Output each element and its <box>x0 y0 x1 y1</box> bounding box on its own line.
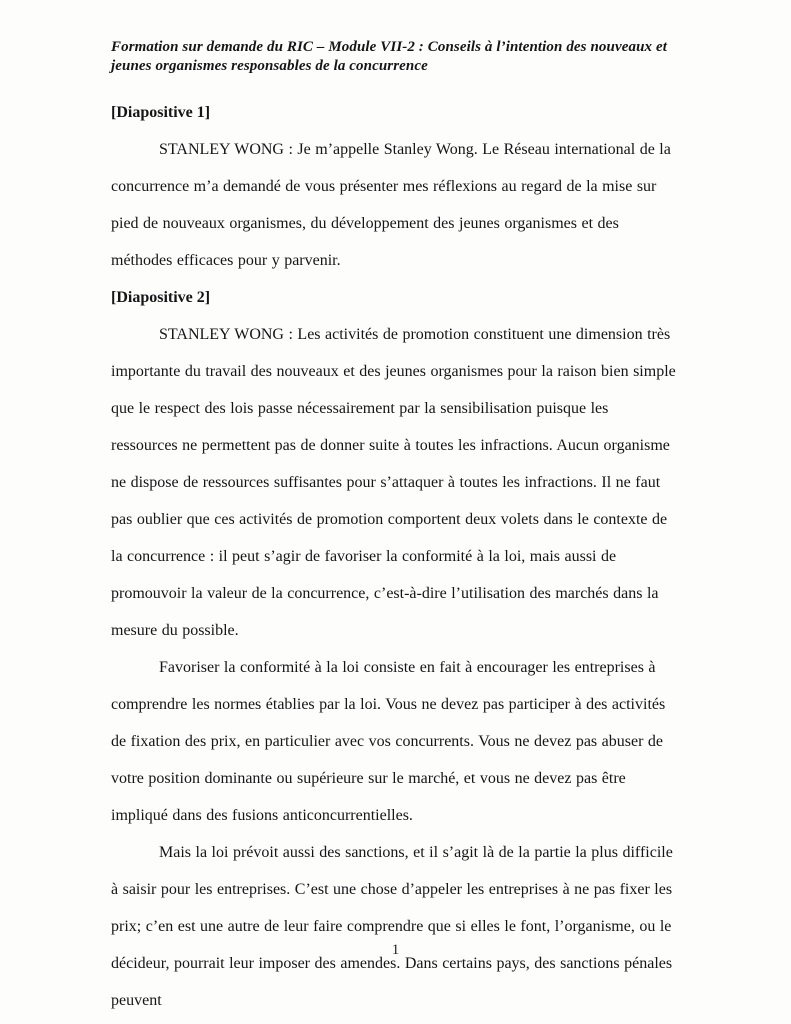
running-header: Formation sur demande du RIC – Module VII-2 : Conseils à l’intention des nouveaux et jeunes organismes responsables de la concurrence <box>111 39 667 74</box>
slide-1-heading: [Diapositive 1] <box>111 104 211 121</box>
page-number: 1 <box>391 942 400 958</box>
slide-2-paragraph-2: Favoriser la conformité à la loi consiste en fait à encourager les entreprises à comprendre les normes établies par la loi. Vous ne devez pas participer à des activités de fixation des prix, en particulier avec vos concurrents. Vous ne devez pas abuser de votre position dominante ou supérieure sur le marché, et vous ne devez pas être impliqué dans des fusions anticoncurrentielles. <box>111 659 666 824</box>
slide-2-paragraph-3: Mais la loi prévoit aussi des sanctions, et il s’agit là de la partie la plus difficile à saisir pour les entreprises. C’est une chose d’appeler les entreprises à ne pas fixer les prix; c’en est une autre de leur faire comprendre que si elles le font, l’organisme, ou le décideur, pourrait leur imposer des amendes. Dans certains pays, des sanctions pénales peuvent <box>111 844 673 1009</box>
slide-1-paragraph: STANLEY WONG : Je m’appelle Stanley Wong. Le Réseau international de la concurrence m’a demandé de vous présenter mes réflexions au regard de la mise sur pied de nouveaux organismes, du développement des jeunes organismes et des méthodes efficaces pour y parvenir. <box>111 141 671 269</box>
slide-2-paragraph-1: STANLEY WONG : Les activités de promotion constituent une dimension très importante du travail des nouveaux et des jeunes organismes pour la raison bien simple que le respect des lois passe nécessairement par la sensibilisation puisque les ressources ne permettent pas de donner suite à toutes les infractions. Aucun organisme ne dispose de ressources suffisantes pour s’attaquer à toutes les infractions. Il ne faut pas oublier que ces activités de promotion comportent deux volets dans le contexte de la concurrence : il peut s’agir de favoriser la conformité à la loi, mais aussi de promouvoir la valeur de la concurrence, c’est-à-dire l’utilisation des marchés dans la mesure du possible. <box>111 326 676 639</box>
slide-2-heading: [Diapositive 2] <box>111 289 211 306</box>
